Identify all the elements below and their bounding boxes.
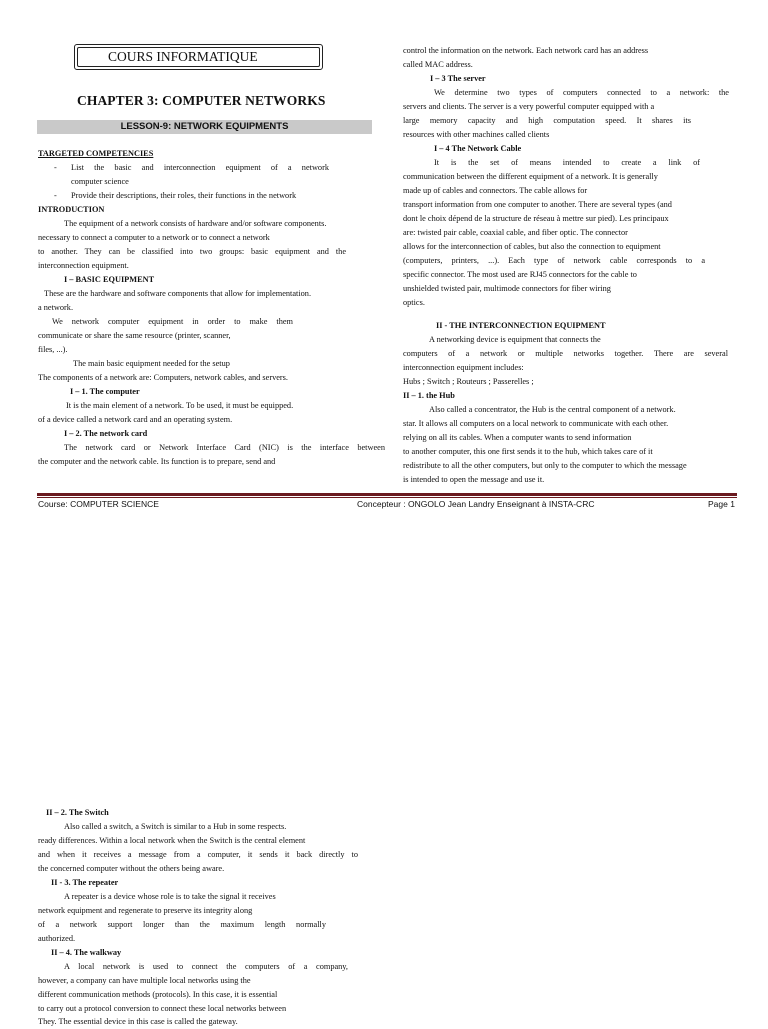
paragraph-line-wrap: [403, 347, 728, 361]
paragraph-line: The components of a network are: Computers, network cables, and servers.: [38, 373, 288, 382]
paragraph-line-wrap: [434, 86, 729, 100]
paragraph-line: computers of a network or multiple networks together. There are several: [403, 349, 728, 358]
footer-rule: [37, 497, 737, 498]
paragraph-line: to another. They can be classified into two groups: basic equipment and the: [38, 247, 346, 256]
paragraph-line: optics.: [403, 298, 425, 307]
footer-designer: Concepteur : ONGOLO Jean Landry Enseignant à INSTA-CRC: [357, 499, 595, 509]
paragraph-line: large memory capacity and high computation speed. It shares its: [403, 116, 691, 125]
paragraph-line: necessary to connect a computer to a network or to connect a network: [38, 233, 270, 242]
paragraph-line: called MAC address.: [403, 60, 473, 69]
footer-page-number: Page 1: [708, 499, 735, 509]
paragraph-line: interconnection equipment.: [38, 261, 129, 270]
paragraph-line: communication between the different equipment of a network. It is generally: [403, 172, 658, 181]
paragraph-line: authorized.: [38, 934, 76, 943]
bullet-dash: -: [54, 163, 57, 172]
paragraph-line: A repeater is a device whose role is to take the signal it receives: [64, 892, 276, 901]
paragraph-line: ready differences. Within a local network when the Switch is the central element: [38, 836, 306, 845]
lesson-title-bar: LESSON-9: NETWORK EQUIPMENTS: [37, 120, 372, 134]
paragraph-line: A local network is used to connect the computers of a company,: [64, 962, 348, 971]
chapter-title: CHAPTER 3: COMPUTER NETWORKS: [77, 93, 326, 108]
paragraph-line: They. The essential device in this case is called the gateway.: [38, 1017, 238, 1026]
section-heading-targeted: TARGETED COMPETENCIES: [38, 149, 154, 158]
section-heading-walkway: II – 4. The walkway: [51, 948, 122, 957]
paragraph-line: unshielded twisted pair, multimode connectors for fiber wiring: [403, 284, 611, 293]
bullet-dash: -: [54, 191, 57, 200]
section-heading-server: I – 3 The server: [430, 74, 486, 83]
paragraph-line: network equipment and regenerate to preserve its integrity along: [38, 906, 253, 915]
paragraph-line: relying on all its cables. When a computer wants to send information: [403, 433, 632, 442]
paragraph-line: are: twisted pair cable, coaxial cable, and fiber optic. The connector: [403, 228, 628, 237]
paragraph-line-wrap: [64, 960, 348, 974]
paragraph-line: Also called a switch, a Switch is similar to a Hub in some respects.: [64, 822, 287, 831]
section-heading-interconnection: II - THE INTERCONNECTION EQUIPMENT: [436, 321, 606, 330]
paragraph-line: It is the main element of a network. To be used, it must be equipped.: [66, 401, 294, 410]
paragraph-line: however, a company can have multiple local networks using the: [38, 976, 251, 985]
paragraph-line: communicate or share the same resource (printer, scanner,: [38, 331, 231, 340]
paragraph-line: The equipment of a network consists of hardware and/or software components.: [64, 219, 327, 228]
paragraph-line-wrap: [38, 918, 326, 932]
bullet-line: List the basic and interconnection equipment of a network: [71, 163, 329, 172]
paragraph-line: is intended to open the message and use it.: [403, 475, 545, 484]
paragraph-line: the concerned computer without the others being aware.: [38, 864, 225, 873]
paragraph-line: to another computer, this one first sends it to the hub, which takes care of it: [403, 447, 653, 456]
paragraph-line-wrap: [403, 254, 705, 268]
paragraph-line-wrap: [38, 848, 358, 862]
footer-course: Course: COMPUTER SCIENCE: [38, 499, 159, 509]
paragraph-line-wrap: [52, 315, 293, 329]
paragraph-line: transport information from one computer to another. There are several types (and: [403, 200, 672, 209]
section-heading-hub: II – 1. the Hub: [403, 391, 455, 400]
paragraph-line: The main basic equipment needed for the setup: [73, 359, 230, 368]
paragraph-line: and when it receives a message from a computer, it sends it back directly to: [38, 850, 358, 859]
paragraph-line: to carry out a protocol conversion to connect these local networks between: [38, 1004, 287, 1013]
paragraph-line: star. It allows all computers on a local network to communicate with each other.: [403, 419, 669, 428]
footer-rule: [37, 493, 737, 496]
bullet-text: [71, 161, 329, 175]
paragraph-line: a network.: [38, 303, 74, 312]
paragraph-line: of a device called a network card and an operating system.: [38, 415, 233, 424]
paragraph-line: the computer and the network cable. Its function is to prepare, send and: [38, 457, 276, 466]
paragraph-line: (computers, printers, ...). Each type of network cable corresponds to a: [403, 256, 705, 265]
course-title: COURS INFORMATIQUE: [77, 47, 320, 67]
section-heading-computer: I – 1. The computer: [70, 387, 140, 396]
paragraph-line: of a network support longer than the maximum length normally: [38, 920, 326, 929]
paragraph-line-wrap: [64, 441, 385, 455]
paragraph-line: different communication methods (protocols). In this case, it is essential: [38, 990, 278, 999]
section-heading-introduction: INTRODUCTION: [38, 205, 105, 214]
paragraph-line: The network card or Network Interface Card (NIC) is the interface between: [64, 443, 385, 452]
paragraph-line: Hubs ; Switch ; Routeurs ; Passerelles ;: [403, 377, 534, 386]
paragraph-line: interconnection equipment includes:: [403, 363, 524, 372]
bullet-line: computer science: [71, 177, 129, 186]
paragraph-line: A networking device is equipment that connects the: [429, 335, 601, 344]
paragraph-line: Also called a concentrator, the Hub is the central component of a network.: [429, 405, 676, 414]
section-heading-network-cable: I – 4 The Network Cable: [434, 144, 522, 153]
paragraph-line: made up of cables and connectors. The cable allows for: [403, 186, 588, 195]
paragraph-line: These are the hardware and software components that allow for implementation.: [44, 289, 312, 298]
section-heading-switch: II – 2. The Switch: [46, 808, 109, 817]
paragraph-line-wrap: [434, 156, 700, 170]
section-heading-repeater: II - 3. The repeater: [51, 878, 119, 887]
paragraph-line: We determine two types of computers connected to a network: the: [434, 88, 729, 97]
paragraph-line: We network computer equipment in order to make them: [52, 317, 293, 326]
paragraph-line: It is the set of means intended to create a link of: [434, 158, 700, 167]
section-heading-basic-equipment: I – BASIC EQUIPMENT: [64, 275, 155, 284]
section-heading-network-card: I – 2. The network card: [64, 429, 148, 438]
paragraph-line: specific connector. The most used are RJ45 connectors for the cable to: [403, 270, 637, 279]
paragraph-line: dont le choix dépend de la structure de réseau à mettre sur pied). Les principaux: [403, 214, 669, 223]
paragraph-line: control the information on the network. Each network card has an address: [403, 46, 649, 55]
paragraph-line: redistribute to all the other computers, but only to the computer to which the message: [403, 461, 687, 470]
paragraph-line-wrap: [403, 114, 691, 128]
paragraph-line: files, ...).: [38, 345, 68, 354]
bullet-line: Provide their descriptions, their roles, their functions in the network: [71, 191, 297, 200]
paragraph-line: resources with other machines called clients: [403, 130, 550, 139]
paragraph-line: servers and clients. The server is a very powerful computer equipped with a: [403, 102, 655, 111]
paragraph-line-wrap: [38, 245, 346, 259]
course-title-box: [74, 44, 323, 70]
paragraph-line: allows for the interconnection of cables, but also the connection to equipment: [403, 242, 661, 251]
